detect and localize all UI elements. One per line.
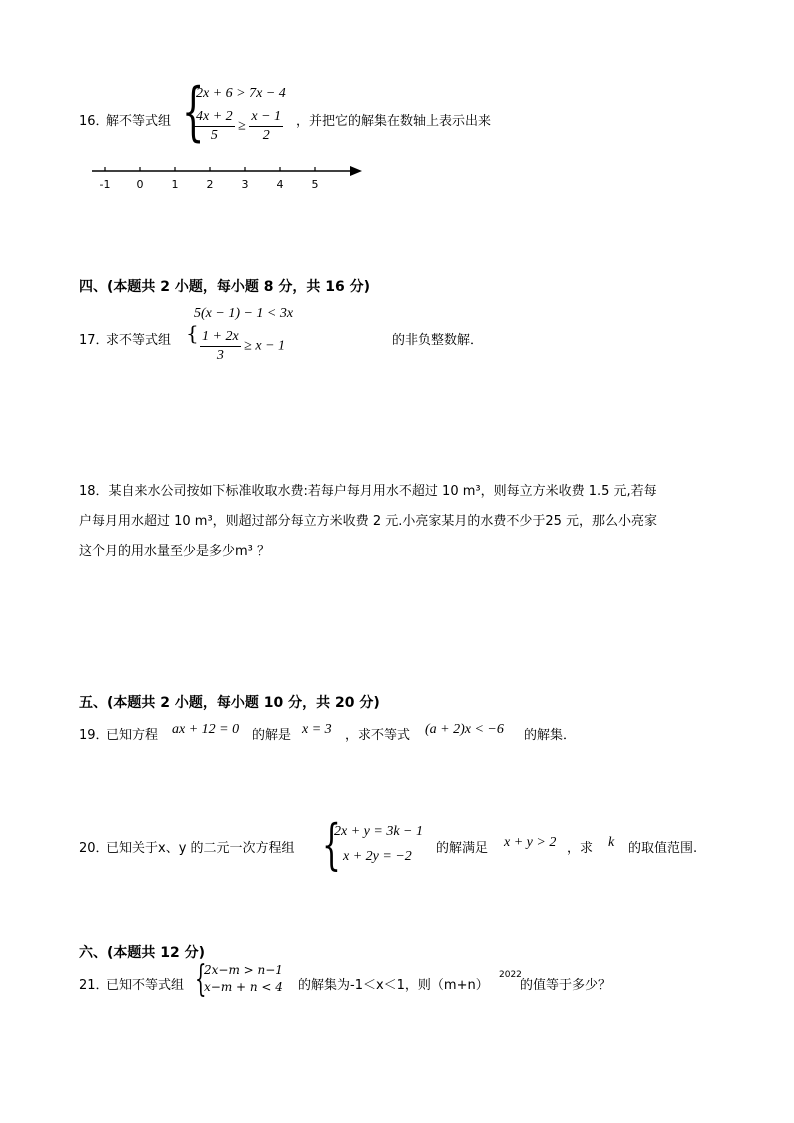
question-lead: 已知不等式组 — [106, 978, 185, 993]
inequality-1: 2x−m > n−1 — [204, 963, 283, 977]
question-lead: 解不等式组 — [106, 114, 172, 129]
question-number: 19． — [79, 728, 109, 743]
question-tail: ，并把它的解集在数轴上表示出来 — [296, 114, 492, 129]
number-line — [88, 160, 368, 194]
axis-tick-label: 5 — [311, 178, 319, 191]
fraction-right: $\frac{x - 1}{2}$ — [251, 109, 282, 143]
solution: x = 3 — [302, 722, 332, 737]
axis-tick-label: -1 — [99, 178, 111, 191]
fraction: $\frac{1 + 2x}{3}$ — [202, 329, 239, 363]
axis-tick-label: 4 — [276, 178, 284, 191]
inequality: (a + 2)x < −6 — [425, 722, 504, 737]
question-number: 21． — [79, 978, 109, 993]
paragraph-line-2: 户每月用水超过 10 m³，则超过部分每立方米收费 2 元.小亮家某月的水费不少于25 元，那么小亮家 — [79, 514, 658, 529]
section-title-4: 四、(本题共 2 小题，每小题 8 分，共 16 分) — [79, 279, 371, 295]
axis-arrow — [350, 166, 362, 176]
variable-k: k — [608, 835, 615, 850]
left-brace: { — [195, 959, 207, 1000]
axis-tick-label: 1 — [171, 178, 179, 191]
left-brace: { — [322, 813, 341, 876]
axis-tick-label: 2 — [206, 178, 214, 191]
question-lead: 求不等式组 — [106, 333, 172, 348]
paragraph-line-3: 这个月的用水量至少是多少m³ ？ — [79, 544, 271, 559]
question-lead: 已知关于x、y 的二元一次方程组 — [106, 841, 295, 856]
question-number: 20． — [79, 841, 109, 856]
inequality-2: $\frac{4x + 2}{5}$ ≥ $\frac{x - 1}{2}$ — [196, 109, 282, 143]
exponent: 2022 — [499, 970, 522, 980]
question-number: 16． — [79, 114, 109, 129]
question-number: 17． — [79, 333, 109, 348]
left-brace: { — [182, 75, 205, 149]
axis-tick-label: 3 — [241, 178, 249, 191]
fraction-left: $\frac{4x + 2}{5}$ — [196, 109, 233, 143]
section-title-5: 五、(本题共 2 小题，每小题 10 分，共 20 分) — [79, 695, 380, 711]
axis-tick-label: 0 — [136, 178, 144, 191]
inequality-1: 5(x − 1) − 1 < 3x — [194, 306, 294, 321]
inequality-2: $\frac{1 + 2x}{3}$ ≥ x − 1 — [202, 329, 286, 363]
question-tail: 的非负整数解． — [392, 333, 484, 348]
inequality-2: x−m + n < 4 — [204, 980, 283, 994]
equation: ax + 12 = 0 — [172, 722, 240, 737]
equation-1: 2x + y = 3k − 1 — [334, 824, 423, 839]
left-brace: { — [186, 321, 199, 345]
condition: x + y > 2 — [504, 835, 557, 850]
section-title-6: 六、(本题共 12 分) — [79, 945, 206, 961]
paragraph-line-1: 18．某自来水公司按如下标准收取水费:若每户每月用水不超过 10 m³，则每立方米收费 1.5 元,若每 — [79, 484, 657, 499]
inequality-1: 2x + 6 > 7x − 4 — [196, 86, 286, 101]
equation-2: x + 2y = −2 — [343, 849, 412, 864]
